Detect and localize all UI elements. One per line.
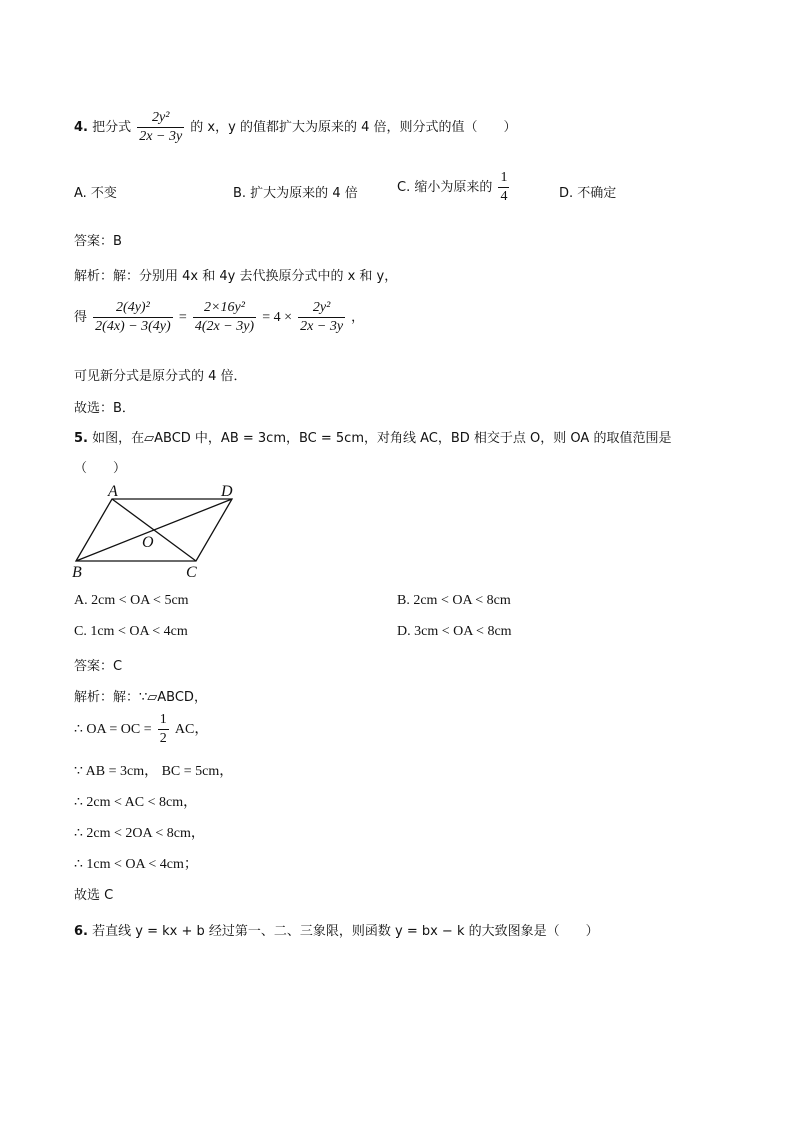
q4-deriv-frac-2: [193, 300, 256, 335]
q5-solution-3: ∵ AB = 3cm， BC = 5cm，: [74, 764, 234, 779]
q4-f3-den: 2x − 3y: [300, 319, 344, 334]
q4-f2-den: 4(2x − 3y): [194, 319, 255, 334]
q4-eq-1: =: [178, 310, 187, 325]
q4-text-before: 把分式: [92, 120, 132, 135]
q4-f2-num: 2×16y²: [193, 300, 256, 318]
q5-option-c: C. 1cm < OA < 4cm: [74, 624, 188, 639]
q5-option-d: D. 3cm < OA < 8cm: [397, 624, 512, 639]
q5-solution-4: ∴ 2cm < AC < 8cm，: [74, 795, 198, 810]
q6-stem-text: 若直线 y = kx + b 经过第一、二、三象限，则函数 y = bx − k 的大致图象是（ ）: [92, 924, 599, 939]
q5-solution-5: ∴ 2cm < 2OA < 8cm，: [74, 826, 205, 841]
q5-answer: 答案：C: [74, 659, 123, 674]
q4-eq-2: = 4 ×: [262, 310, 293, 325]
q5-number: 5.: [74, 431, 88, 446]
q5-stem: [74, 427, 671, 446]
q5-solution-1: 解析：解：∵▱ABCD，: [74, 690, 207, 705]
q4-f1-num: 2(4y)²: [93, 300, 173, 318]
q5-s2-post: AC，: [174, 722, 209, 737]
vertex-label-a: A: [108, 483, 118, 500]
parallelogram-figure: [72, 480, 252, 580]
q4-frac-num: 2y²: [137, 110, 184, 128]
q4-text-after: 的 x，y 的值都扩大为原来的 4 倍，则分式的值（ ）: [190, 120, 517, 135]
q4-option-b: B. 扩大为原来的 4 倍: [233, 186, 358, 201]
q4-f3-num: 2y²: [298, 300, 345, 318]
q4-derivation: [74, 300, 364, 335]
q5-solution-2: [74, 712, 208, 747]
q4-tail: ，: [351, 310, 365, 325]
diagonal-bd: [76, 499, 232, 561]
q4-option-c: [397, 170, 511, 205]
point-label-o: O: [142, 534, 154, 551]
q6-number: 6.: [74, 924, 88, 939]
q6-stem: [74, 920, 599, 939]
q4-option-d: D. 不确定: [559, 186, 617, 201]
q5-option-b: B. 2cm < OA < 8cm: [397, 593, 511, 608]
q5-option-a: A. 2cm < OA < 5cm: [74, 593, 189, 608]
q4-option-a: A. 不变: [74, 186, 117, 201]
vertex-label-c: C: [186, 564, 197, 580]
q4-option-c-den: 4: [500, 189, 508, 204]
q4-number: 4.: [74, 120, 88, 135]
q4-option-c-num: 1: [498, 170, 509, 188]
q5-half-num: 1: [158, 712, 169, 730]
q4-deriv-frac-3: [298, 300, 345, 335]
vertex-label-b: B: [72, 564, 82, 580]
q4-answer: 答案：B: [74, 234, 122, 249]
q4-analysis-1: 解析：解：分别用 4x 和 4y 去代换原分式中的 x 和 y，: [74, 269, 398, 284]
q4-stem: [74, 110, 516, 145]
q5-half-fraction: [158, 712, 169, 747]
vertex-label-d: D: [221, 483, 233, 500]
q5-stem-text: 如图，在▱ABCD 中，AB = 3cm，BC = 5cm，对角线 AC，BD 相交于点 O，则 OA 的取值范围是: [92, 431, 672, 446]
q5-s2-pre: ∴ OA = OC =: [74, 722, 152, 737]
q5-half-den: 2: [159, 731, 167, 746]
q4-analysis-3: 可见新分式是原分式的 4 倍．: [74, 369, 247, 384]
q5-paren: （ ）: [74, 461, 127, 476]
q4-choose: 故选：B．: [74, 401, 135, 416]
q4-f1-den: 2(4x) − 3(4y): [95, 319, 171, 334]
q4-option-c-label: C. 缩小为原来的: [397, 180, 493, 195]
q4-fraction: [137, 110, 184, 145]
q5-choose: 故选 C: [74, 888, 114, 903]
q4-option-c-fraction: [498, 170, 509, 205]
q4-de: 得: [74, 310, 88, 325]
q5-solution-6: ∴ 1cm < OA < 4cm；: [74, 857, 198, 872]
q4-deriv-frac-1: [93, 300, 173, 335]
q4-frac-den: 2x − 3y: [139, 129, 183, 144]
